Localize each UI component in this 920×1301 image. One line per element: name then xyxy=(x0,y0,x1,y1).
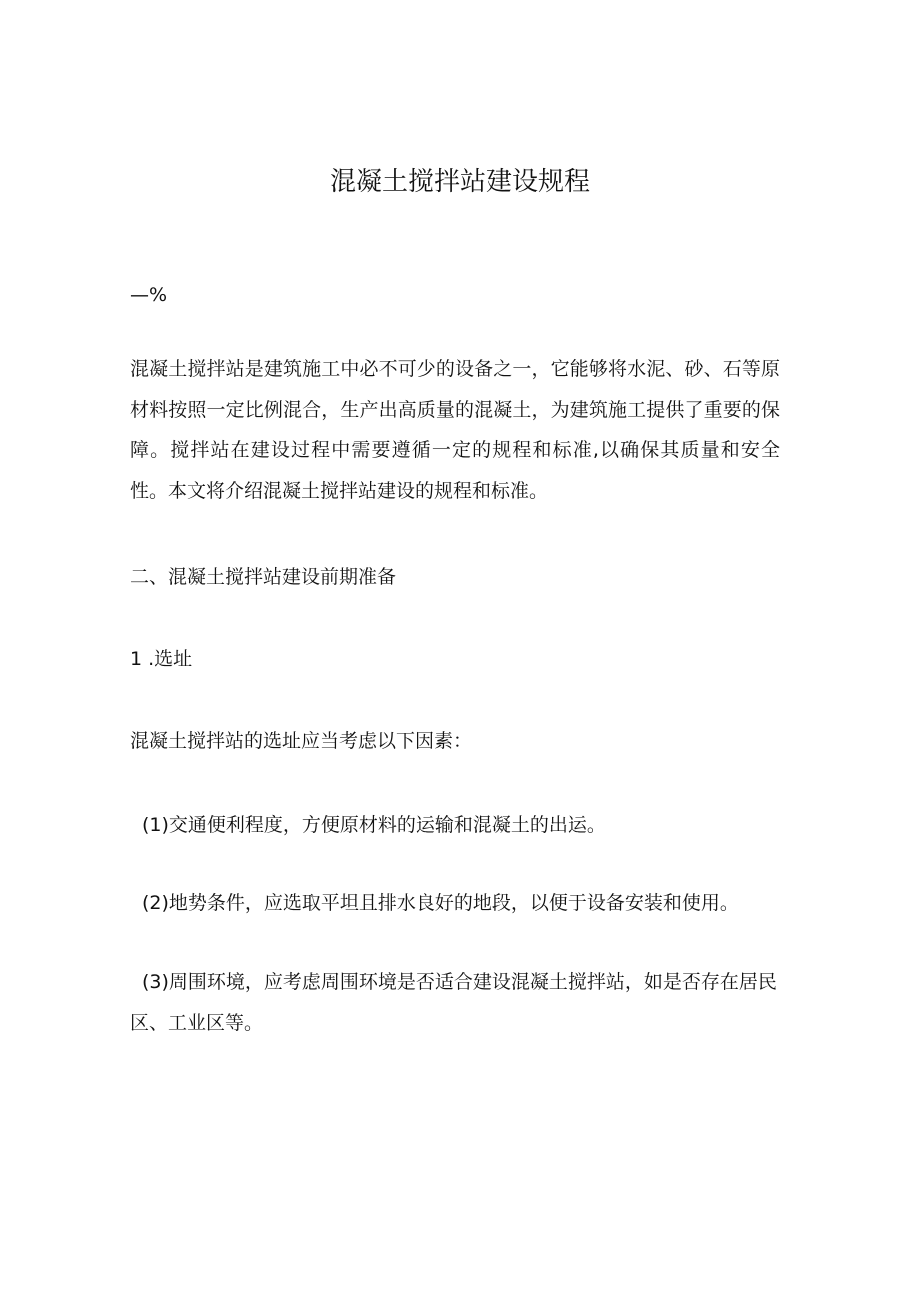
site-selection-intro: 混凝土搅拌站的选址应当考虑以下因素： xyxy=(130,730,473,752)
factor-item: (2)地势条件，应选取平坦且排水良好的地段，以便于设备安装和使用。 xyxy=(142,892,739,914)
document-title: 混凝土搅拌站建设规程 xyxy=(329,167,590,197)
factor-item: (3)周围环境，应考虑周围环境是否适合建设混凝土搅拌站，如是否存在居民区、工业区等。 xyxy=(130,971,777,1034)
subsection-heading: 1 .选址 xyxy=(130,648,193,670)
factor-item: (1)交通便利程度，方便原材料的运输和混凝土的出运。 xyxy=(142,814,606,836)
section-one-heading: —% xyxy=(130,284,168,306)
intro-paragraph: 混凝土搅拌站是建筑施工中必不可少的设备之一，它能够将水泥、砂、石等原材料按照一定比例混合，生产出高质量的混凝土，为建筑施工提供了重要的保障。搅拌站在建设过程中需要遵循一定的规程和标准,以确保其质量和安全性。本文将介绍混凝土搅拌站建设的规程和标准。 xyxy=(130,358,780,502)
section-two-heading: 二、混凝土搅拌站建设前期准备 xyxy=(130,566,397,588)
